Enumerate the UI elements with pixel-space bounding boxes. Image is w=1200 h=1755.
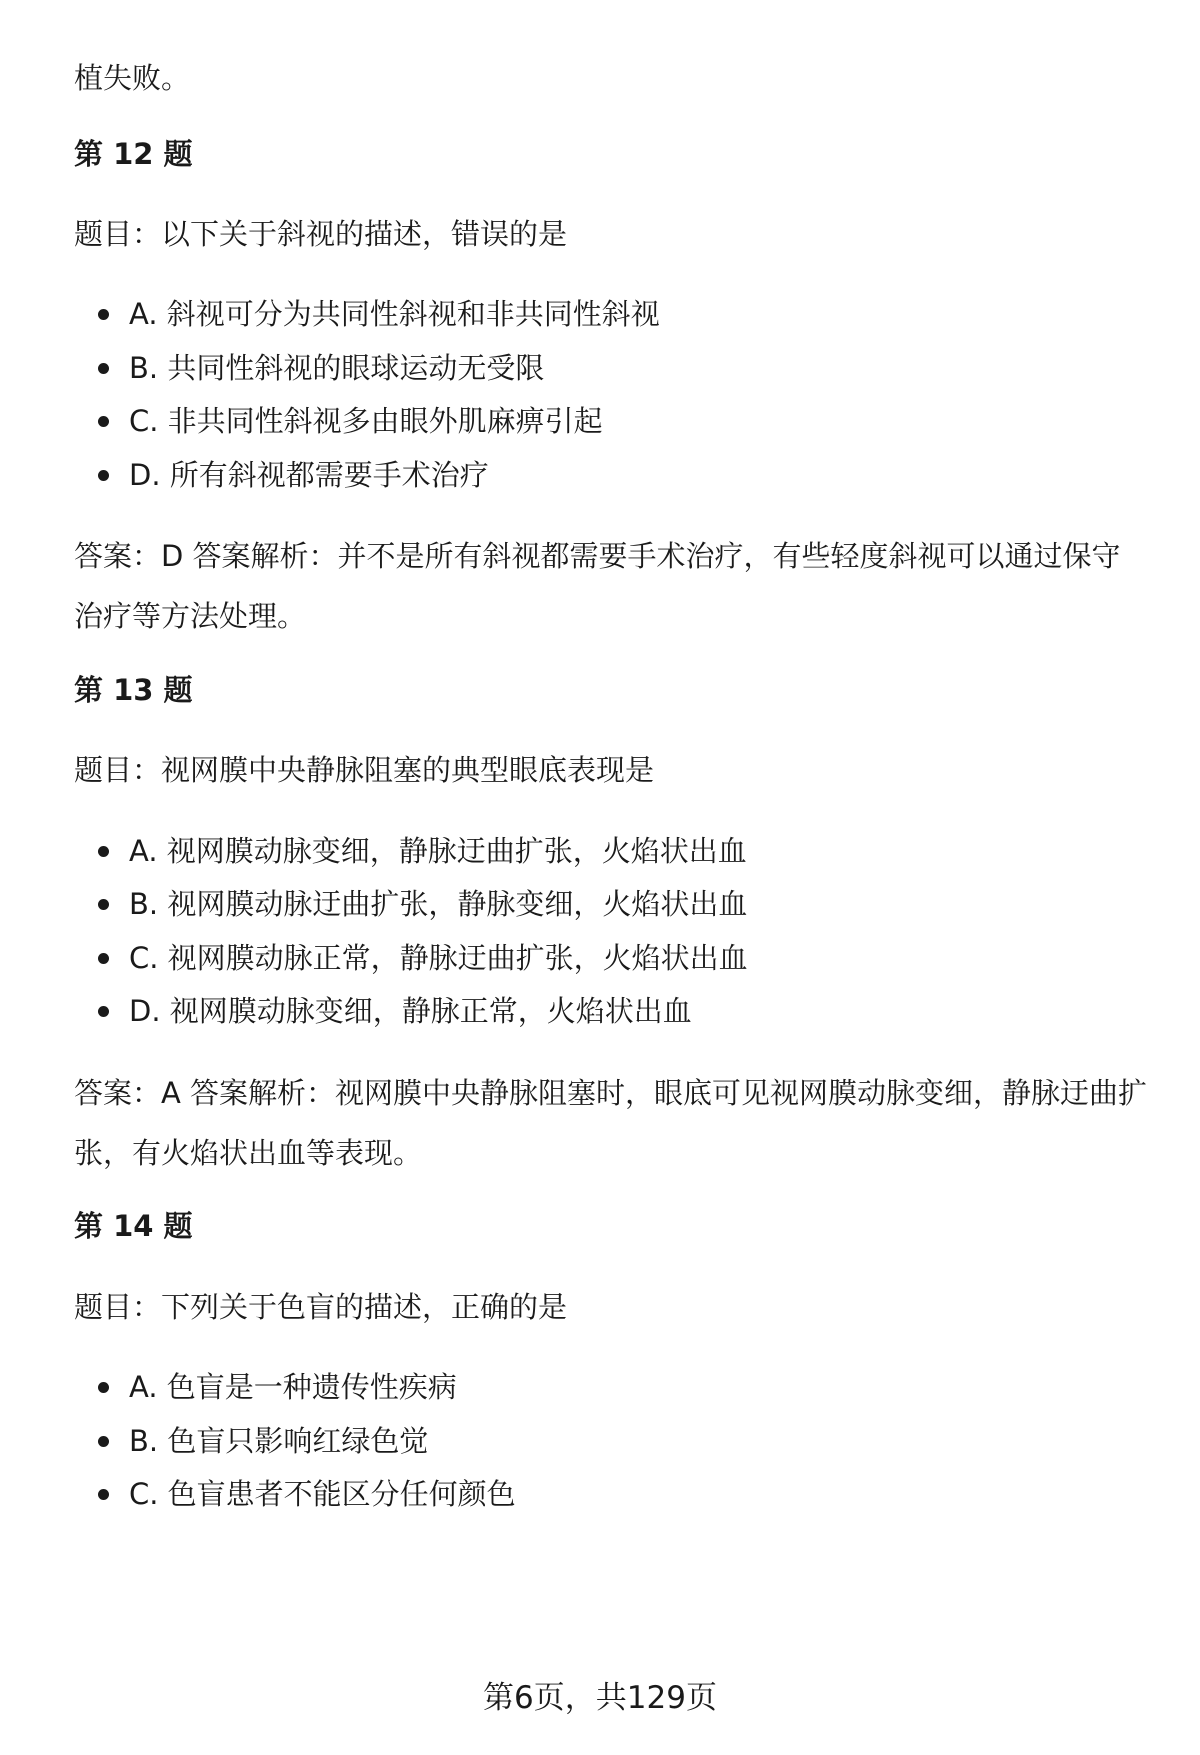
option-item: D. 视网膜动脉变细，静脉正常，火焰状出血 — [129, 994, 692, 1028]
answer-explanation: 答案：D 答案解析：并不是所有斜视都需要手术治疗，有些轻度斜视可以通过保守治疗等方法处理。 — [74, 539, 1121, 633]
bullet-icon — [98, 1382, 109, 1393]
question-stem: 题目：视网膜中央静脉阻塞的典型眼底表现是 — [74, 753, 655, 787]
question-stem: 题目：以下关于斜视的描述，错误的是 — [74, 217, 568, 251]
option-item: C. 视网膜动脉正常，静脉迂曲扩张，火焰状出血 — [129, 941, 748, 975]
option-item: A. 色盲是一种遗传性疾病 — [129, 1370, 457, 1404]
bullet-icon — [98, 899, 109, 910]
option-item: B. 色盲只影响红绿色觉 — [129, 1424, 429, 1458]
bullet-icon — [98, 846, 109, 857]
option-item: C. 非共同性斜视多由眼外肌麻痹引起 — [129, 404, 603, 438]
answer-explanation: 答案：A 答案解析：视网膜中央静脉阻塞时，眼底可见视网膜动脉变细，静脉迂曲扩张，有火焰状出血等表现。 — [74, 1076, 1148, 1170]
bullet-icon — [98, 309, 109, 320]
question-heading: 第 14 题 — [74, 1209, 193, 1243]
option-item: A. 视网膜动脉变细，静脉迂曲扩张，火焰状出血 — [129, 834, 747, 868]
question-heading: 第 12 题 — [74, 137, 193, 171]
bullet-icon — [98, 470, 109, 481]
bullet-icon — [98, 1436, 109, 1447]
bullet-icon — [98, 416, 109, 427]
bullet-icon — [98, 1489, 109, 1500]
bullet-icon — [98, 953, 109, 964]
question-heading: 第 13 题 — [74, 673, 193, 707]
option-item: C. 色盲患者不能区分任何颜色 — [129, 1477, 516, 1511]
option-item: B. 共同性斜视的眼球运动无受限 — [129, 351, 545, 385]
bullet-icon — [98, 363, 109, 374]
page-footer: 第6页，共129页 — [483, 1680, 717, 1716]
option-item: D. 所有斜视都需要手术治疗 — [129, 458, 489, 492]
question-stem: 题目：下列关于色盲的描述，正确的是 — [74, 1290, 568, 1324]
previous-answer-tail: 植失败。 — [74, 61, 191, 95]
option-item: B. 视网膜动脉迂曲扩张，静脉变细，火焰状出血 — [129, 887, 748, 921]
option-item: A. 斜视可分为共同性斜视和非共同性斜视 — [129, 297, 660, 331]
bullet-icon — [98, 1006, 109, 1017]
